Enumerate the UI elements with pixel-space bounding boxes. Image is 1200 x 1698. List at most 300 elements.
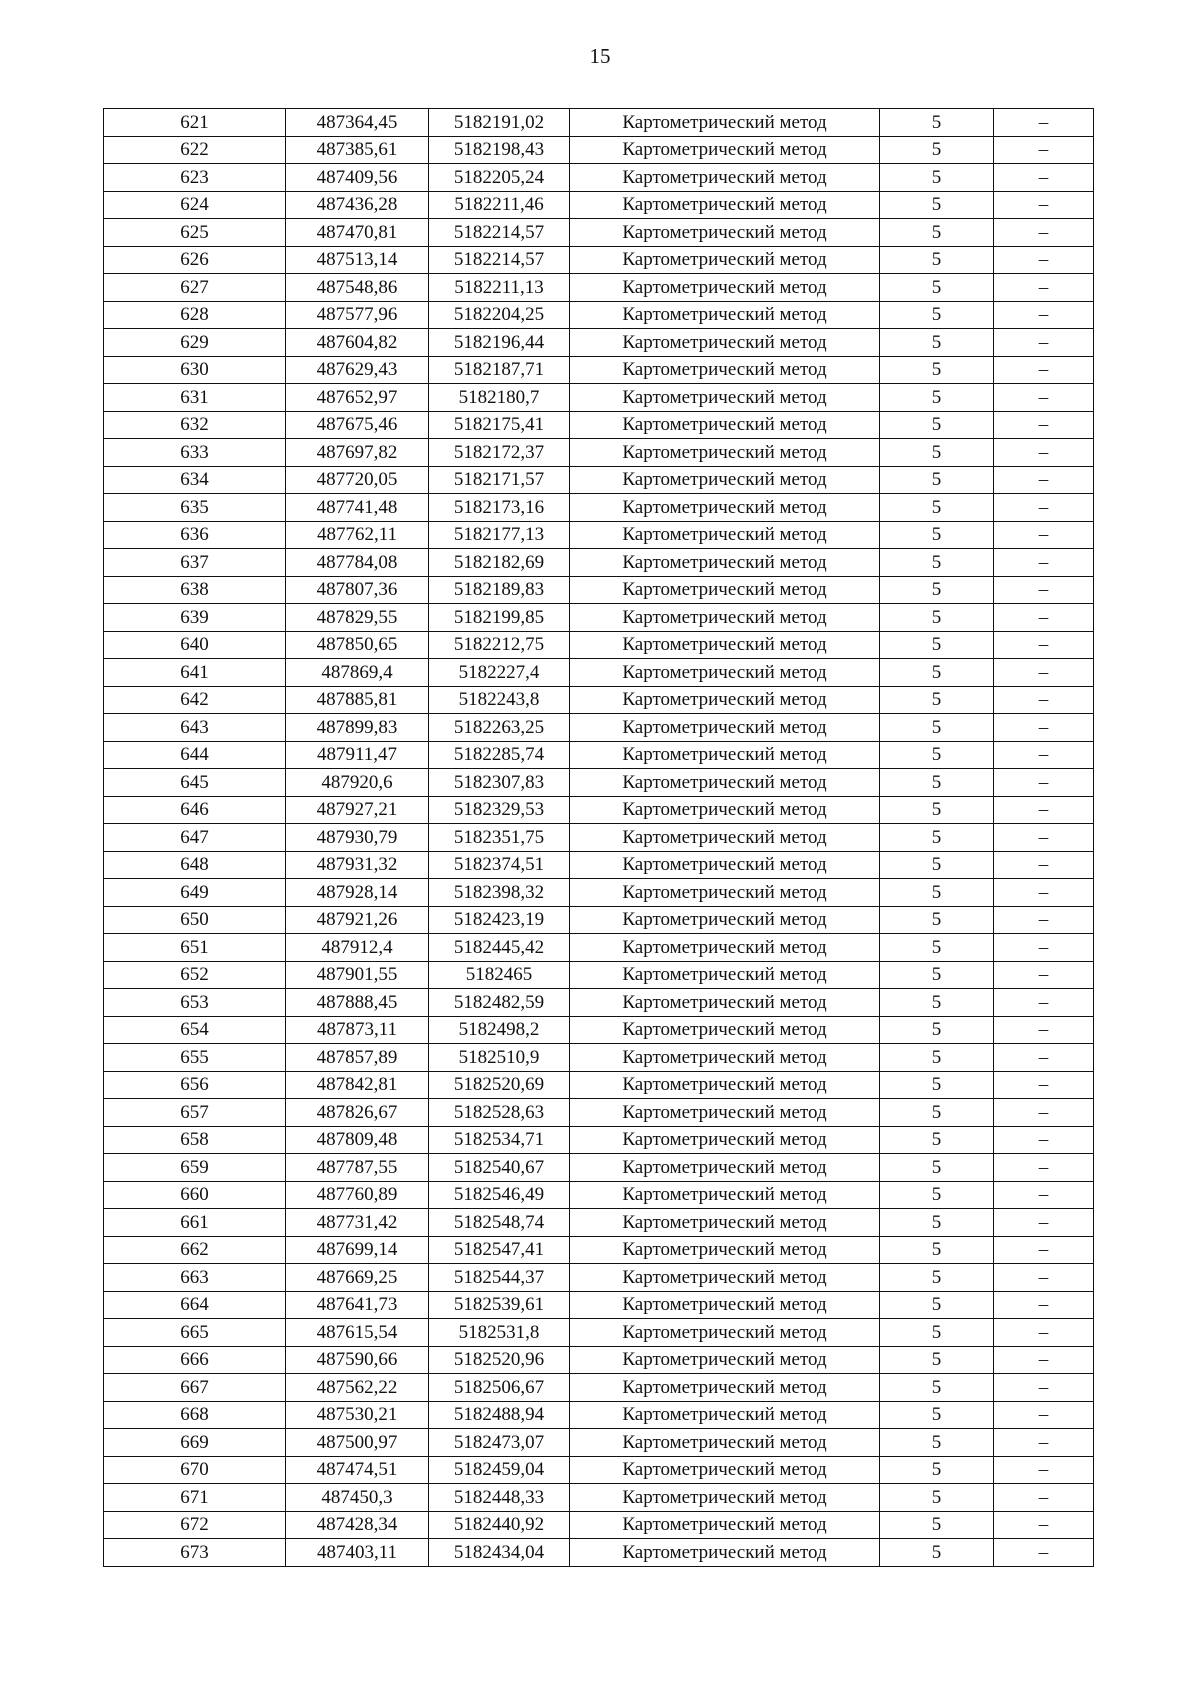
accuracy-cell: 5 [880,1044,994,1072]
accuracy-cell: 5 [880,741,994,769]
accuracy-cell: 5 [880,439,994,467]
note-cell: – [994,686,1094,714]
method-cell: Картометрический метод [570,851,880,879]
y-coordinate-cell: 5182211,46 [429,191,570,219]
accuracy-cell: 5 [880,1346,994,1374]
accuracy-cell: 5 [880,934,994,962]
method-cell: Картометрический метод [570,466,880,494]
table-row [104,1346,1094,1374]
method-cell: Картометрический метод [570,439,880,467]
note-cell: – [994,1346,1094,1374]
note-cell: – [994,411,1094,439]
point-number-cell: 667 [104,1374,286,1402]
x-coordinate-cell: 487901,55 [286,961,429,989]
y-coordinate-cell: 5182263,25 [429,714,570,742]
y-coordinate-cell: 5182205,24 [429,164,570,192]
point-number-cell: 622 [104,136,286,164]
note-cell: – [994,164,1094,192]
accuracy-cell: 5 [880,549,994,577]
x-coordinate-cell: 487760,89 [286,1181,429,1209]
accuracy-cell: 5 [880,384,994,412]
point-number-cell: 628 [104,301,286,329]
y-coordinate-cell: 5182374,51 [429,851,570,879]
note-cell: – [994,769,1094,797]
accuracy-cell: 5 [880,274,994,302]
x-coordinate-cell: 487809,48 [286,1126,429,1154]
point-number-cell: 643 [104,714,286,742]
point-number-cell: 631 [104,384,286,412]
note-cell: – [994,329,1094,357]
coordinates-table-body [104,109,1094,1567]
method-cell: Картометрический метод [570,246,880,274]
table-row [104,329,1094,357]
accuracy-cell: 5 [880,1401,994,1429]
note-cell: – [994,906,1094,934]
y-coordinate-cell: 5182459,04 [429,1456,570,1484]
method-cell: Картометрический метод [570,1016,880,1044]
table-row [104,246,1094,274]
method-cell: Картометрический метод [570,384,880,412]
table-row [104,1539,1094,1567]
point-number-cell: 657 [104,1099,286,1127]
method-cell: Картометрический метод [570,1484,880,1512]
x-coordinate-cell: 487807,36 [286,576,429,604]
x-coordinate-cell: 487450,3 [286,1484,429,1512]
method-cell: Картометрический метод [570,1429,880,1457]
x-coordinate-cell: 487699,14 [286,1236,429,1264]
y-coordinate-cell: 5182547,41 [429,1236,570,1264]
y-coordinate-cell: 5182534,71 [429,1126,570,1154]
x-coordinate-cell: 487762,11 [286,521,429,549]
accuracy-cell: 5 [880,219,994,247]
method-cell: Картометрический метод [570,1264,880,1292]
note-cell: – [994,1401,1094,1429]
accuracy-cell: 5 [880,906,994,934]
point-number-cell: 634 [104,466,286,494]
x-coordinate-cell: 487474,51 [286,1456,429,1484]
accuracy-cell: 5 [880,1071,994,1099]
y-coordinate-cell: 5182285,74 [429,741,570,769]
note-cell: – [994,521,1094,549]
method-cell: Картометрический метод [570,219,880,247]
point-number-cell: 637 [104,549,286,577]
x-coordinate-cell: 487930,79 [286,824,429,852]
method-cell: Картометрический метод [570,1209,880,1237]
y-coordinate-cell: 5182448,33 [429,1484,570,1512]
note-cell: – [994,384,1094,412]
point-number-cell: 658 [104,1126,286,1154]
point-number-cell: 671 [104,1484,286,1512]
point-number-cell: 653 [104,989,286,1017]
point-number-cell: 672 [104,1511,286,1539]
note-cell: – [994,1016,1094,1044]
table-row [104,659,1094,687]
method-cell: Картометрический метод [570,961,880,989]
note-cell: – [994,879,1094,907]
accuracy-cell: 5 [880,851,994,879]
table-row [104,109,1094,137]
accuracy-cell: 5 [880,109,994,137]
table-row [104,961,1094,989]
accuracy-cell: 5 [880,136,994,164]
note-cell: – [994,549,1094,577]
method-cell: Картометрический метод [570,1071,880,1099]
point-number-cell: 638 [104,576,286,604]
y-coordinate-cell: 5182520,69 [429,1071,570,1099]
point-number-cell: 663 [104,1264,286,1292]
table-row [104,741,1094,769]
x-coordinate-cell: 487403,11 [286,1539,429,1567]
note-cell: – [994,494,1094,522]
y-coordinate-cell: 5182434,04 [429,1539,570,1567]
point-number-cell: 670 [104,1456,286,1484]
note-cell: – [994,1071,1094,1099]
method-cell: Картометрический метод [570,109,880,137]
y-coordinate-cell: 5182173,16 [429,494,570,522]
method-cell: Картометрический метод [570,1181,880,1209]
table-row [104,879,1094,907]
note-cell: – [994,1126,1094,1154]
note-cell: – [994,136,1094,164]
y-coordinate-cell: 5182204,25 [429,301,570,329]
table-row [104,439,1094,467]
note-cell: – [994,631,1094,659]
point-number-cell: 629 [104,329,286,357]
accuracy-cell: 5 [880,1099,994,1127]
accuracy-cell: 5 [880,411,994,439]
x-coordinate-cell: 487641,73 [286,1291,429,1319]
note-cell: – [994,934,1094,962]
accuracy-cell: 5 [880,356,994,384]
y-coordinate-cell: 5182398,32 [429,879,570,907]
table-row [104,384,1094,412]
point-number-cell: 636 [104,521,286,549]
method-cell: Картометрический метод [570,906,880,934]
table-row [104,934,1094,962]
table-row [104,576,1094,604]
y-coordinate-cell: 5182539,61 [429,1291,570,1319]
note-cell: – [994,851,1094,879]
method-cell: Картометрический метод [570,301,880,329]
y-coordinate-cell: 5182531,8 [429,1319,570,1347]
y-coordinate-cell: 5182488,94 [429,1401,570,1429]
table-row [104,494,1094,522]
note-cell: – [994,576,1094,604]
x-coordinate-cell: 487921,26 [286,906,429,934]
note-cell: – [994,1456,1094,1484]
method-cell: Картометрический метод [570,494,880,522]
y-coordinate-cell: 5182548,74 [429,1209,570,1237]
x-coordinate-cell: 487850,65 [286,631,429,659]
x-coordinate-cell: 487604,82 [286,329,429,357]
point-number-cell: 626 [104,246,286,274]
note-cell: – [994,1374,1094,1402]
accuracy-cell: 5 [880,1016,994,1044]
y-coordinate-cell: 5182177,13 [429,521,570,549]
table-row [104,604,1094,632]
x-coordinate-cell: 487629,43 [286,356,429,384]
table-row [104,769,1094,797]
note-cell: – [994,1044,1094,1072]
accuracy-cell: 5 [880,1429,994,1457]
x-coordinate-cell: 487885,81 [286,686,429,714]
accuracy-cell: 5 [880,1236,994,1264]
x-coordinate-cell: 487927,21 [286,796,429,824]
x-coordinate-cell: 487562,22 [286,1374,429,1402]
point-number-cell: 649 [104,879,286,907]
accuracy-cell: 5 [880,576,994,604]
method-cell: Картометрический метод [570,1374,880,1402]
method-cell: Картометрический метод [570,741,880,769]
note-cell: – [994,1319,1094,1347]
method-cell: Картометрический метод [570,1291,880,1319]
note-cell: – [994,466,1094,494]
accuracy-cell: 5 [880,686,994,714]
method-cell: Картометрический метод [570,686,880,714]
method-cell: Картометрический метод [570,274,880,302]
y-coordinate-cell: 5182171,57 [429,466,570,494]
point-number-cell: 659 [104,1154,286,1182]
x-coordinate-cell: 487873,11 [286,1016,429,1044]
method-cell: Картометрический метод [570,659,880,687]
y-coordinate-cell: 5182520,96 [429,1346,570,1374]
y-coordinate-cell: 5182189,83 [429,576,570,604]
note-cell: – [994,191,1094,219]
x-coordinate-cell: 487931,32 [286,851,429,879]
table-row [104,301,1094,329]
note-cell: – [994,714,1094,742]
accuracy-cell: 5 [880,631,994,659]
x-coordinate-cell: 487409,56 [286,164,429,192]
x-coordinate-cell: 487920,6 [286,769,429,797]
method-cell: Картометрический метод [570,631,880,659]
method-cell: Картометрический метод [570,989,880,1017]
point-number-cell: 665 [104,1319,286,1347]
table-row [104,1016,1094,1044]
note-cell: – [994,1236,1094,1264]
y-coordinate-cell: 5182510,9 [429,1044,570,1072]
accuracy-cell: 5 [880,1264,994,1292]
table-row [104,686,1094,714]
y-coordinate-cell: 5182182,69 [429,549,570,577]
table-row [104,1209,1094,1237]
method-cell: Картометрический метод [570,1401,880,1429]
y-coordinate-cell: 5182445,42 [429,934,570,962]
point-number-cell: 624 [104,191,286,219]
accuracy-cell: 5 [880,301,994,329]
table-row [104,851,1094,879]
method-cell: Картометрический метод [570,1126,880,1154]
note-cell: – [994,824,1094,852]
table-row [104,549,1094,577]
point-number-cell: 652 [104,961,286,989]
point-number-cell: 641 [104,659,286,687]
y-coordinate-cell: 5182482,59 [429,989,570,1017]
table-row [104,1044,1094,1072]
accuracy-cell: 5 [880,1291,994,1319]
table-row [104,521,1094,549]
accuracy-cell: 5 [880,1154,994,1182]
method-cell: Картометрический метод [570,604,880,632]
y-coordinate-cell: 5182440,92 [429,1511,570,1539]
accuracy-cell: 5 [880,466,994,494]
note-cell: – [994,1539,1094,1567]
x-coordinate-cell: 487428,34 [286,1511,429,1539]
accuracy-cell: 5 [880,1181,994,1209]
y-coordinate-cell: 5182214,57 [429,219,570,247]
note-cell: – [994,1181,1094,1209]
table-row [104,466,1094,494]
accuracy-cell: 5 [880,329,994,357]
y-coordinate-cell: 5182544,37 [429,1264,570,1292]
accuracy-cell: 5 [880,1209,994,1237]
note-cell: – [994,1099,1094,1127]
x-coordinate-cell: 487697,82 [286,439,429,467]
point-number-cell: 635 [104,494,286,522]
x-coordinate-cell: 487869,4 [286,659,429,687]
y-coordinate-cell: 5182528,63 [429,1099,570,1127]
y-coordinate-cell: 5182546,49 [429,1181,570,1209]
point-number-cell: 646 [104,796,286,824]
method-cell: Картометрический метод [570,356,880,384]
table-row [104,1291,1094,1319]
table-row [104,1319,1094,1347]
x-coordinate-cell: 487842,81 [286,1071,429,1099]
x-coordinate-cell: 487500,97 [286,1429,429,1457]
x-coordinate-cell: 487652,97 [286,384,429,412]
accuracy-cell: 5 [880,1319,994,1347]
table-row [104,164,1094,192]
point-number-cell: 668 [104,1401,286,1429]
accuracy-cell: 5 [880,824,994,852]
point-number-cell: 664 [104,1291,286,1319]
accuracy-cell: 5 [880,1456,994,1484]
accuracy-cell: 5 [880,1126,994,1154]
point-number-cell: 633 [104,439,286,467]
note-cell: – [994,989,1094,1017]
point-number-cell: 648 [104,851,286,879]
x-coordinate-cell: 487911,47 [286,741,429,769]
y-coordinate-cell: 5182180,7 [429,384,570,412]
point-number-cell: 669 [104,1429,286,1457]
method-cell: Картометрический метод [570,769,880,797]
note-cell: – [994,1511,1094,1539]
method-cell: Картометрический метод [570,1154,880,1182]
x-coordinate-cell: 487829,55 [286,604,429,632]
accuracy-cell: 5 [880,714,994,742]
note-cell: – [994,246,1094,274]
y-coordinate-cell: 5182211,13 [429,274,570,302]
point-number-cell: 655 [104,1044,286,1072]
table-row [104,796,1094,824]
point-number-cell: 623 [104,164,286,192]
method-cell: Картометрический метод [570,1539,880,1567]
table-row [104,1181,1094,1209]
point-number-cell: 644 [104,741,286,769]
x-coordinate-cell: 487577,96 [286,301,429,329]
note-cell: – [994,796,1094,824]
point-number-cell: 673 [104,1539,286,1567]
table-row [104,1456,1094,1484]
note-cell: – [994,1264,1094,1292]
accuracy-cell: 5 [880,164,994,192]
point-number-cell: 642 [104,686,286,714]
y-coordinate-cell: 5182196,44 [429,329,570,357]
note-cell: – [994,1209,1094,1237]
x-coordinate-cell: 487787,55 [286,1154,429,1182]
method-cell: Картометрический метод [570,521,880,549]
y-coordinate-cell: 5182198,43 [429,136,570,164]
x-coordinate-cell: 487669,25 [286,1264,429,1292]
method-cell: Картометрический метод [570,411,880,439]
note-cell: – [994,219,1094,247]
table-row [104,411,1094,439]
coordinates-table [103,108,1094,1567]
table-row [104,1511,1094,1539]
y-coordinate-cell: 5182498,2 [429,1016,570,1044]
method-cell: Картометрический метод [570,934,880,962]
accuracy-cell: 5 [880,1484,994,1512]
x-coordinate-cell: 487888,45 [286,989,429,1017]
point-number-cell: 656 [104,1071,286,1099]
table-row [104,136,1094,164]
x-coordinate-cell: 487857,89 [286,1044,429,1072]
table-row [104,274,1094,302]
x-coordinate-cell: 487899,83 [286,714,429,742]
x-coordinate-cell: 487731,42 [286,1209,429,1237]
table-row [104,1484,1094,1512]
x-coordinate-cell: 487513,14 [286,246,429,274]
table-row [104,356,1094,384]
note-cell: – [994,604,1094,632]
point-number-cell: 651 [104,934,286,962]
table-row [104,1264,1094,1292]
accuracy-cell: 5 [880,769,994,797]
table-row [104,631,1094,659]
x-coordinate-cell: 487590,66 [286,1346,429,1374]
x-coordinate-cell: 487741,48 [286,494,429,522]
x-coordinate-cell: 487530,21 [286,1401,429,1429]
point-number-cell: 645 [104,769,286,797]
x-coordinate-cell: 487675,46 [286,411,429,439]
x-coordinate-cell: 487364,45 [286,109,429,137]
y-coordinate-cell: 5182423,19 [429,906,570,934]
point-number-cell: 630 [104,356,286,384]
y-coordinate-cell: 5182227,4 [429,659,570,687]
note-cell: – [994,961,1094,989]
y-coordinate-cell: 5182172,37 [429,439,570,467]
point-number-cell: 639 [104,604,286,632]
page-number: 15 [589,44,611,68]
accuracy-cell: 5 [880,494,994,522]
y-coordinate-cell: 5182540,67 [429,1154,570,1182]
point-number-cell: 632 [104,411,286,439]
accuracy-cell: 5 [880,1374,994,1402]
y-coordinate-cell: 5182473,07 [429,1429,570,1457]
method-cell: Картометрический метод [570,1044,880,1072]
accuracy-cell: 5 [880,659,994,687]
x-coordinate-cell: 487912,4 [286,934,429,962]
point-number-cell: 650 [104,906,286,934]
note-cell: – [994,1291,1094,1319]
accuracy-cell: 5 [880,879,994,907]
accuracy-cell: 5 [880,989,994,1017]
x-coordinate-cell: 487928,14 [286,879,429,907]
note-cell: – [994,1429,1094,1457]
method-cell: Картометрический метод [570,796,880,824]
note-cell: – [994,301,1094,329]
table-row [104,714,1094,742]
